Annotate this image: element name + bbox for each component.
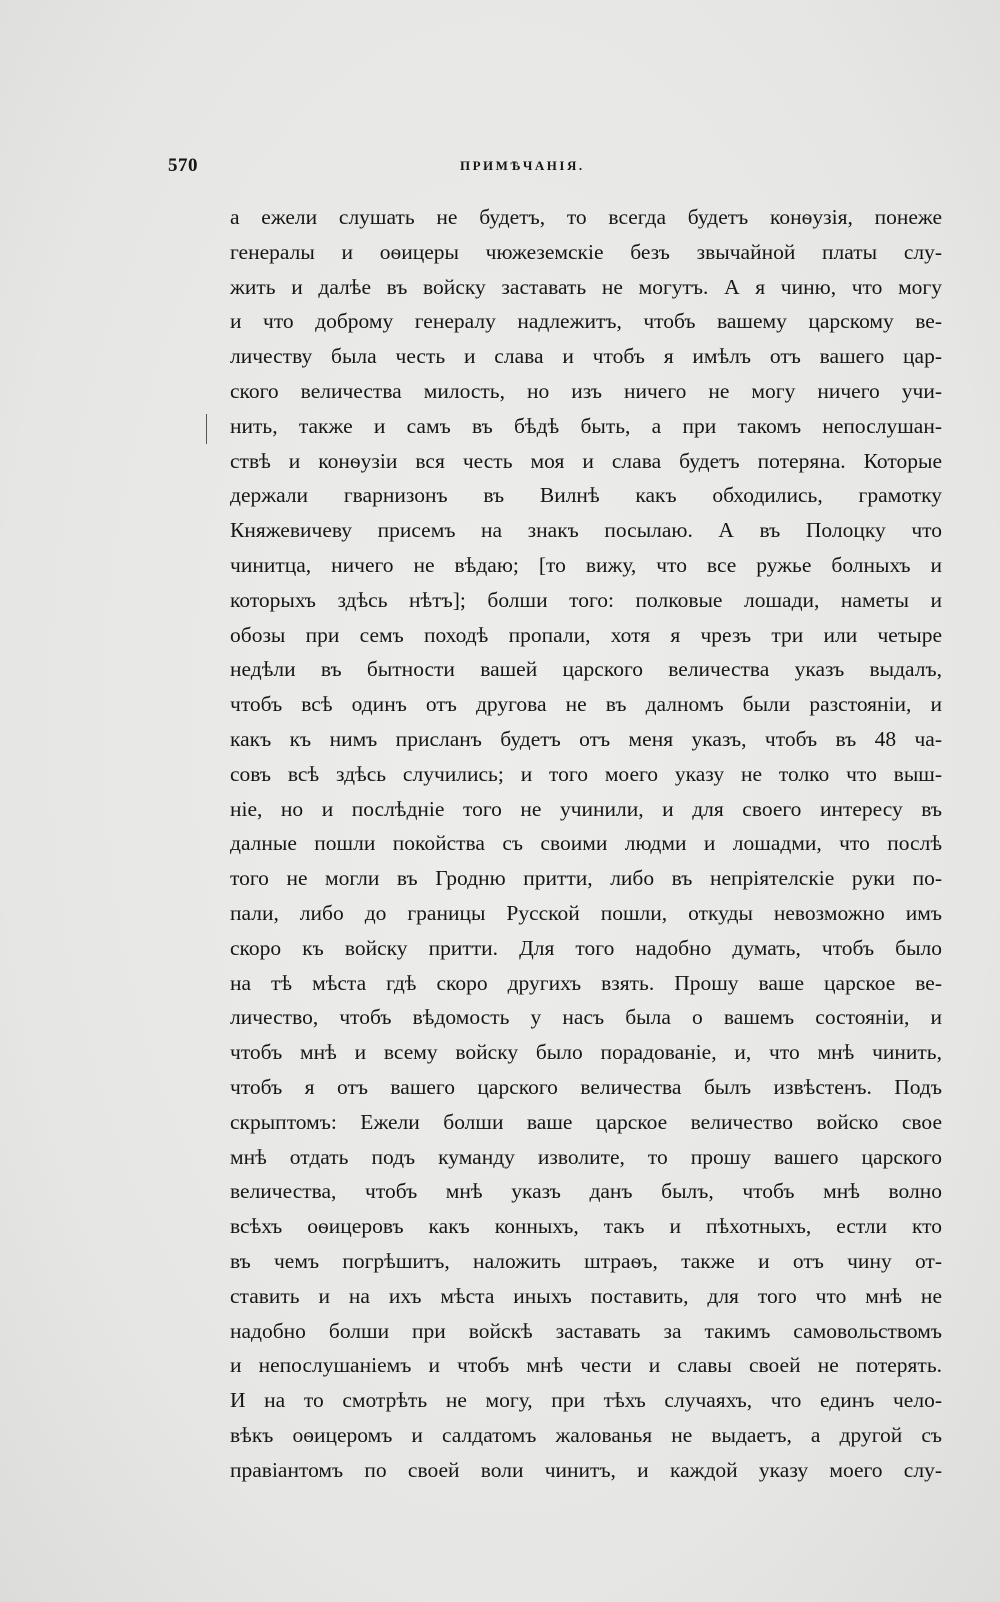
text-line: и непослушаніемъ и чтобъ мнѣ чести и славы своей не потерять. (230, 1353, 942, 1378)
text-line: ствѣ и конѳузіи вся честь моя и слава будетъ потеряна. Которые (230, 448, 942, 473)
text-line: чтобъ мнѣ и всему войску было порадованіе, и, что мнѣ чинить, (230, 1040, 942, 1065)
text-line: личество, чтобъ вѣдомость у насъ была о вашемъ состояніи, и (230, 1005, 942, 1030)
text-line: недѣли въ бытности вашей царского величества указъ выдалъ, (230, 657, 942, 682)
text-line: далные пошли покойства съ своими людми и лошадми, что послѣ (230, 831, 942, 856)
text-line: обозы при семъ походѣ пропали, хотя я чрезъ три или четыре (230, 622, 942, 647)
text-line: чинитца, ничего не вѣдаю; [то вижу, что все ружье болныхъ и (230, 552, 942, 577)
text-line: чтобъ всѣ одинъ отъ другова не въ далномъ были разстояніи, и (230, 692, 942, 717)
text-line: Княжевичеву присемъ на знакъ посылаю. А въ Полоцку что (230, 518, 942, 543)
text-line: надобно болши при войскѣ заставать за такимъ самовольствомъ (230, 1318, 942, 1343)
text-line: пали, либо до границы Русской пошли, откуды невозможно имъ (230, 900, 942, 925)
text-line: ставить и на ихъ мѣста иныхъ поставить, для того что мнѣ не (230, 1283, 942, 1308)
text-line: всѣхъ оѳицеровъ какъ конныхъ, такъ и пѣхотныхъ, естли кто (230, 1214, 942, 1239)
text-line: жить и далѣе въ войску заставать не могутъ. А я чиню, что могу (230, 274, 942, 299)
text-line: какъ къ нимъ присланъ будетъ отъ меня указъ, чтобъ въ 48 ча- (230, 726, 942, 751)
text-line: держали гварнизонъ въ Вилнѣ какъ обходились, грамотку (230, 483, 942, 508)
text-line: скрыптомъ: Ежели болши ваше царское величество войско свое (230, 1109, 942, 1134)
text-line: на тѣ мѣста гдѣ скоро другихъ взять. Прошу ваше царское ве- (230, 970, 942, 995)
text-line: и что доброму генералу надлежитъ, чтобъ вашему царскому ве- (230, 309, 942, 334)
text-line: въ чемъ погрѣшитъ, наложить штраѳъ, также и отъ чину от- (230, 1248, 942, 1273)
text-line: совъ всѣ здѣсь случились; и того моего указу не толко что выш- (230, 761, 942, 786)
text-line: ніе, но и послѣдніе того не учинили, и для своего интересу въ (230, 796, 942, 821)
text-line: нить, также и самъ въ бѣдѣ быть, а при такомъ непослушан- (230, 413, 942, 438)
page-number: 570 (168, 155, 198, 176)
text-line: И на то смотрѣть не могу, при тѣхъ случаяхъ, что единъ чело- (230, 1388, 942, 1413)
margin-mark (206, 414, 207, 444)
text-line: величества, чтобъ мнѣ указъ данъ былъ, чтобъ мнѣ волно (230, 1179, 942, 1204)
page-header (0, 155, 1000, 185)
text-line: того не могли въ Гродню притти, либо въ непріятелскіе руки по- (230, 866, 942, 891)
text-line: личеству была честь и слава и чтобъ я имѣлъ отъ вашего цар- (230, 344, 942, 369)
text-line: правіантомъ по своей воли чинитъ, и каждой указу моего слу- (230, 1457, 942, 1482)
text-line: вѣкъ оѳицеромъ и салдатомъ жалованья не выдаетъ, а другой съ (230, 1422, 942, 1447)
text-line: генералы и оѳицеры чюжеземскіе безъ звычайной платы слу- (230, 239, 942, 264)
body-text (230, 200, 942, 1487)
running-head: ПРИМѢЧАНІЯ. (460, 158, 585, 173)
text-line: ского величества милость, но изъ ничего не могу ничего учи- (230, 378, 942, 403)
text-line: скоро къ войску притти. Для того надобно думать, чтобъ было (230, 935, 942, 960)
text-line: чтобъ я отъ вашего царского величества былъ извѣстенъ. Подъ (230, 1074, 942, 1099)
text-line: которыхъ здѣсь нѣтъ]; болши того: полковые лошади, наметы и (230, 587, 942, 612)
text-line: а ежели слушать не будетъ, то всегда будетъ конѳузія, понеже (230, 205, 942, 229)
text-line: мнѣ отдать подъ куманду изволите, то прошу вашего царского (230, 1144, 942, 1169)
